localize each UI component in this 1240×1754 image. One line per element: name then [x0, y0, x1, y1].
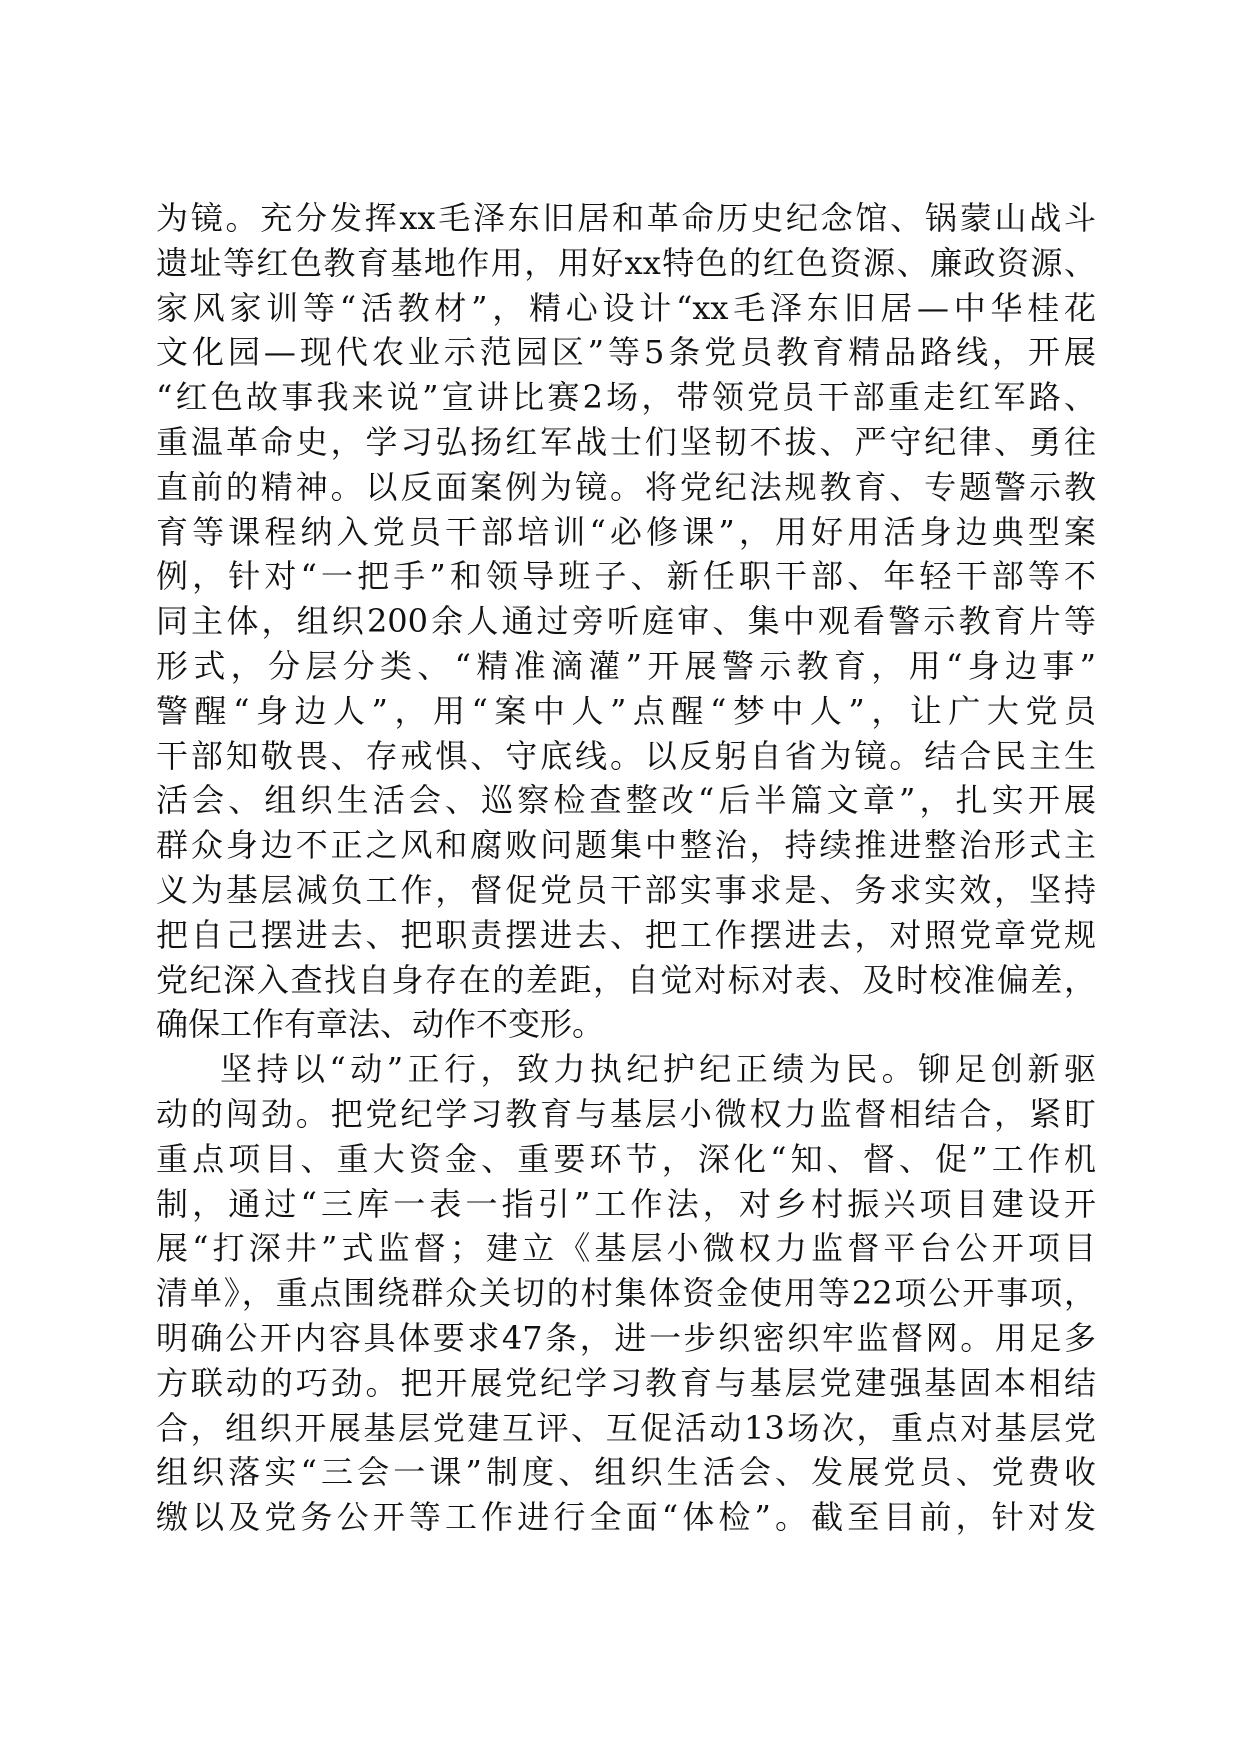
text-line: 群众身边不正之风和腐败问题集中整治，持续推进整治形式主	[156, 826, 1096, 865]
text-line: 为镜。充分发挥xx毛泽东旧居和革命历史纪念馆、锅蒙山战斗	[156, 199, 1096, 237]
text-line: 合，组织开展基层党建互评、互促活动13场次，重点对基层党	[156, 1408, 1096, 1447]
text-line: 义为基层减负工作，督促党员干部实事求是、务求实效，坚持	[156, 870, 1096, 909]
text-line: 方联动的巧劲。把开展党纪学习教育与基层党建强基固本相结	[156, 1363, 1096, 1402]
text-line: 育等课程纳入党员干部培训“必修课”，用好用活身边典型案	[156, 512, 1096, 551]
text-line: 干部知敬畏、存戒惧、守底线。以反躬自省为镜。结合民主生	[156, 736, 1096, 775]
paragraph-end-line: 确保工作有章法、动作不变形。	[156, 1005, 605, 1044]
text-line: 家风家训等“活教材”，精心设计“xx毛泽东旧居—中华桂花	[156, 288, 1096, 327]
text-line: 例，针对“一把手”和领导班子、新任职干部、年轻干部等不	[156, 557, 1096, 596]
text-line: 明确公开内容具体要求47条，进一步织密织牢监督网。用足多	[156, 1318, 1096, 1357]
text-line: 缴以及党务公开等工作进行全面“体检”。截至目前，针对发	[156, 1498, 1096, 1537]
text-line: 同主体，组织200余人通过旁听庭审、集中观看警示教育片等	[156, 602, 1096, 641]
text-line: 党纪深入查找自身存在的差距，自觉对标对表、及时校准偏差，	[156, 960, 1096, 999]
text-line: 重点项目、重大资金、重要环节，深化“知、督、促”工作机	[156, 1139, 1096, 1178]
text-line: “红色故事我来说”宣讲比赛2场，带领党员干部重走红军路、	[156, 378, 1096, 417]
text-line: 警醒“身边人”，用“案中人”点醒“梦中人”，让广大党员	[156, 691, 1096, 730]
paragraph-first-line: 坚持以“动”正行，致力执纪护纪正绩为民。铆足创新驱	[220, 1050, 1096, 1089]
text-line: 制，通过“三库一表一指引”工作法，对乡村振兴项目建设开	[156, 1184, 1096, 1223]
body-text	[156, 196, 1096, 1540]
text-line: 活会、组织生活会、巡察检查整改“后半篇文章”，扎实开展	[156, 781, 1096, 820]
text-line: 动的闯劲。把党纪学习教育与基层小微权力监督相结合，紧盯	[156, 1094, 1096, 1133]
text-line: 展“打深井”式监督；建立《基层小微权力监督平台公开项目	[156, 1229, 1096, 1268]
text-line: 组织落实“三会一课”制度、组织生活会、发展党员、党费收	[156, 1453, 1096, 1492]
text-line: 遗址等红色教育基地作用，用好xx特色的红色资源、廉政资源、	[156, 243, 1096, 282]
text-line: 文化园—现代农业示范园区”等5条党员教育精品路线，开展	[156, 333, 1096, 372]
text-line: 把自己摆进去、把职责摆进去、把工作摆进去，对照党章党规	[156, 915, 1096, 954]
text-line: 清单》，重点围绕群众关切的村集体资金使用等22项公开事项，	[156, 1274, 1096, 1313]
text-line: 直前的精神。以反面案例为镜。将党纪法规教育、专题警示教	[156, 467, 1096, 506]
text-line: 形式，分层分类、“精准滴灌”开展警示教育，用“身边事”	[156, 646, 1096, 685]
text-line: 重温革命史，学习弘扬红军战士们坚韧不拔、严守纪律、勇往	[156, 422, 1096, 461]
